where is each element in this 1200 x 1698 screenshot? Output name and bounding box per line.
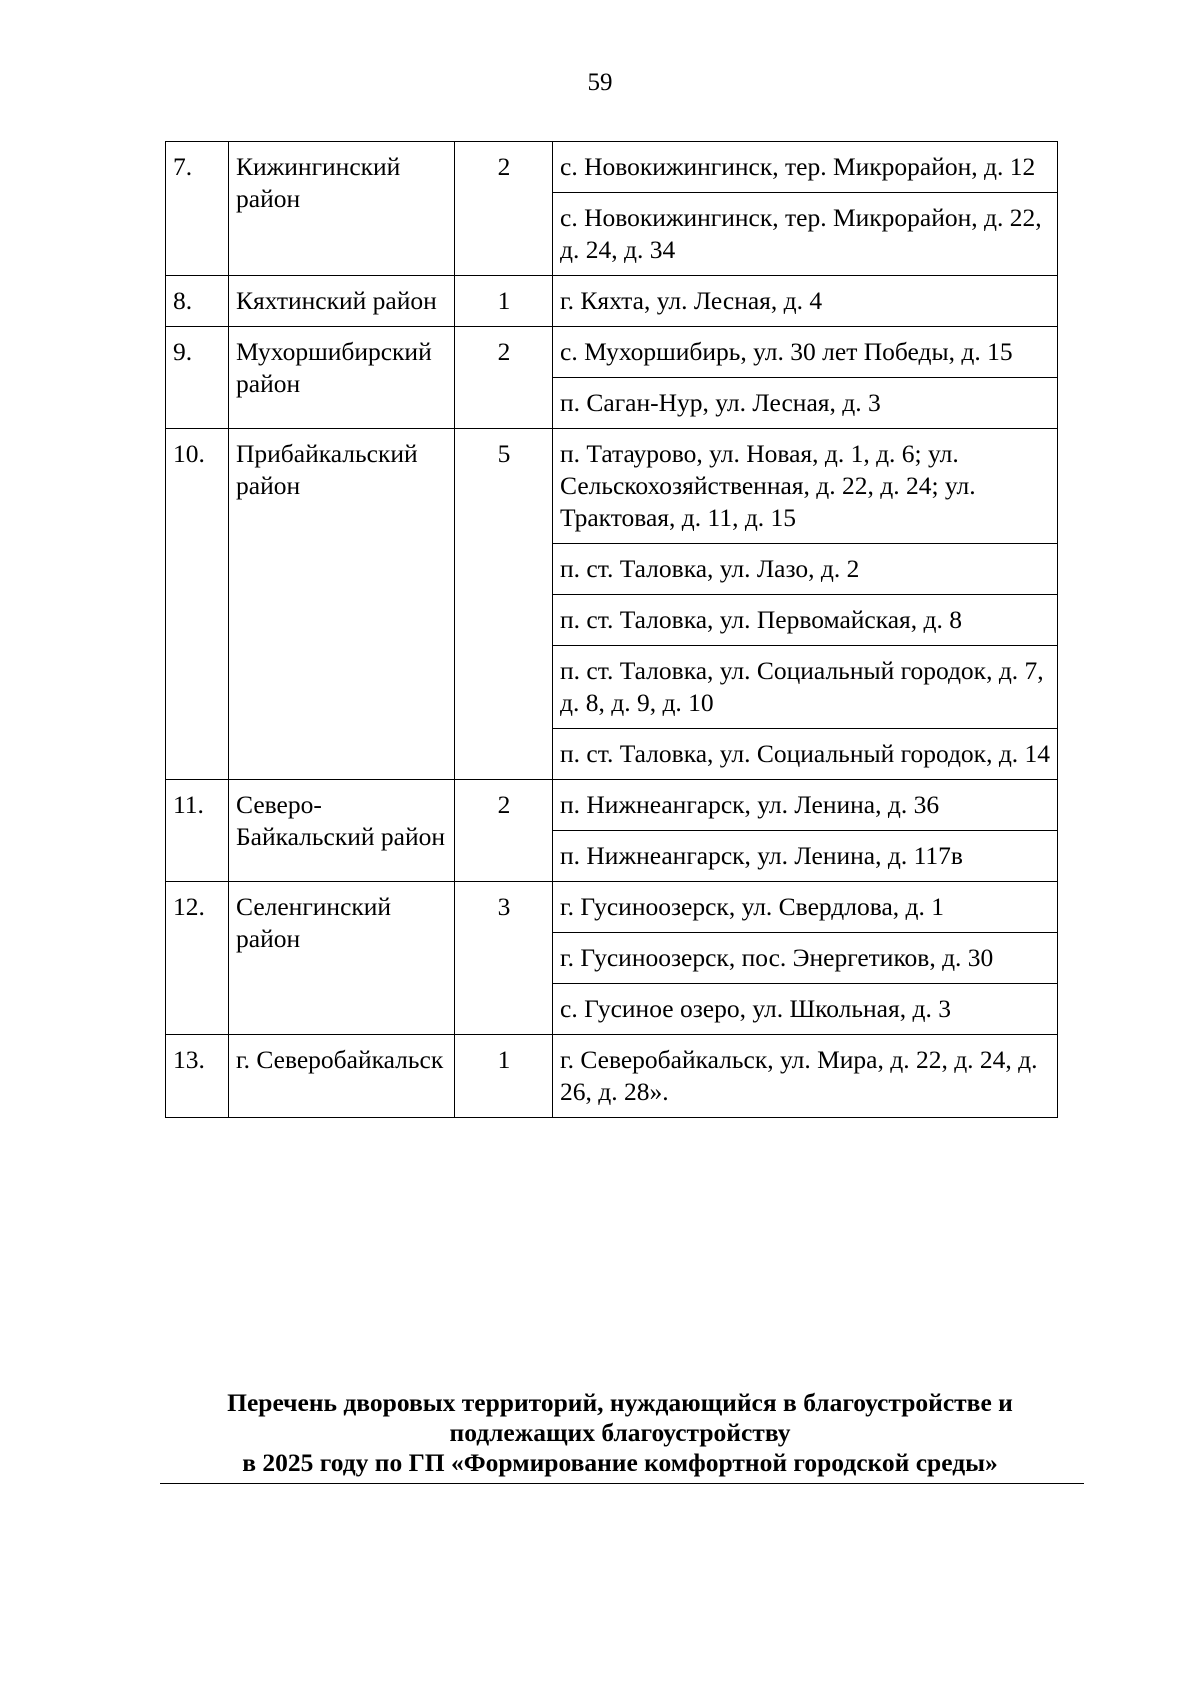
- address-cell: п. Нижнеангарск, ул. Ленина, д. 36: [553, 780, 1058, 831]
- address-cell: п. Нижнеангарск, ул. Ленина, д. 117в: [553, 831, 1058, 882]
- title-underline: [160, 1483, 1084, 1484]
- territory-count-cell: 1: [455, 276, 553, 327]
- address-cell: г. Гусиноозерск, ул. Свердлова, д. 1: [553, 882, 1058, 933]
- table-row: [166, 142, 1058, 193]
- district-name-cell: г. Северобайкальск: [229, 1035, 455, 1118]
- section-title-line-1: Перечень дворовых территорий, нуждающийся в благоустройстве и: [227, 1388, 1013, 1417]
- table-row: [166, 276, 1058, 327]
- address-cell: п. ст. Таловка, ул. Социальный городок, д. 14: [553, 729, 1058, 780]
- row-number-cell: 7.: [166, 142, 229, 276]
- address-cell: с. Гусиное озеро, ул. Школьная, д. 3: [553, 984, 1058, 1035]
- address-cell: п. ст. Таловка, ул. Лазо, д. 2: [553, 544, 1058, 595]
- table-row: [166, 1035, 1058, 1118]
- table-row: [166, 780, 1058, 831]
- table-row: [166, 327, 1058, 378]
- address-cell: г. Кяхта, ул. Лесная, д. 4: [553, 276, 1058, 327]
- territory-count-cell: 2: [455, 327, 553, 429]
- section-title-line-3: в 2025 году по ГП «Формирование комфортной городской среды»: [242, 1448, 998, 1477]
- row-number-cell: 13.: [166, 1035, 229, 1118]
- district-name-cell: Кижингинский район: [229, 142, 455, 276]
- district-name-cell: Кяхтинский район: [229, 276, 455, 327]
- address-cell: г. Гусиноозерск, пос. Энергетиков, д. 30: [553, 933, 1058, 984]
- row-number-cell: 11.: [166, 780, 229, 882]
- section-title: [160, 1388, 1080, 1478]
- address-cell: с. Новокижингинск, тер. Микрорайон, д. 12: [553, 142, 1058, 193]
- territory-count-cell: 3: [455, 882, 553, 1035]
- address-cell: с. Мухоршибирь, ул. 30 лет Победы, д. 15: [553, 327, 1058, 378]
- district-name-cell: Северо-Байкальский район: [229, 780, 455, 882]
- row-number-cell: 12.: [166, 882, 229, 1035]
- row-number-cell: 9.: [166, 327, 229, 429]
- address-cell: п. ст. Таловка, ул. Социальный городок, д. 7, д. 8, д. 9, д. 10: [553, 646, 1058, 729]
- address-cell: п. ст. Таловка, ул. Первомайская, д. 8: [553, 595, 1058, 646]
- district-name-cell: Селенгинский район: [229, 882, 455, 1035]
- territory-count-cell: 1: [455, 1035, 553, 1118]
- address-table: [165, 141, 1058, 1118]
- address-table-body: [166, 142, 1058, 1118]
- row-number-cell: 10.: [166, 429, 229, 780]
- territory-count-cell: 2: [455, 780, 553, 882]
- address-cell: п. Татаурово, ул. Новая, д. 1, д. 6; ул. Сельскохозяйственная, д. 22, д. 24; ул. Трактовая, д. 11, д. 15: [553, 429, 1058, 544]
- address-cell: п. Саган-Нур, ул. Лесная, д. 3: [553, 378, 1058, 429]
- table-row: [166, 429, 1058, 544]
- row-number-cell: 8.: [166, 276, 229, 327]
- address-cell: г. Северобайкальск, ул. Мира, д. 22, д. 24, д. 26, д. 28».: [553, 1035, 1058, 1118]
- address-cell: с. Новокижингинск, тер. Микрорайон, д. 22, д. 24, д. 34: [553, 193, 1058, 276]
- table-row: [166, 882, 1058, 933]
- page-number: 59: [587, 69, 613, 96]
- territory-count-cell: 5: [455, 429, 553, 780]
- section-title-line-2: подлежащих благоустройству: [449, 1418, 791, 1447]
- district-name-cell: Прибайкальский район: [229, 429, 455, 780]
- territory-count-cell: 2: [455, 142, 553, 276]
- district-name-cell: Мухоршибирский район: [229, 327, 455, 429]
